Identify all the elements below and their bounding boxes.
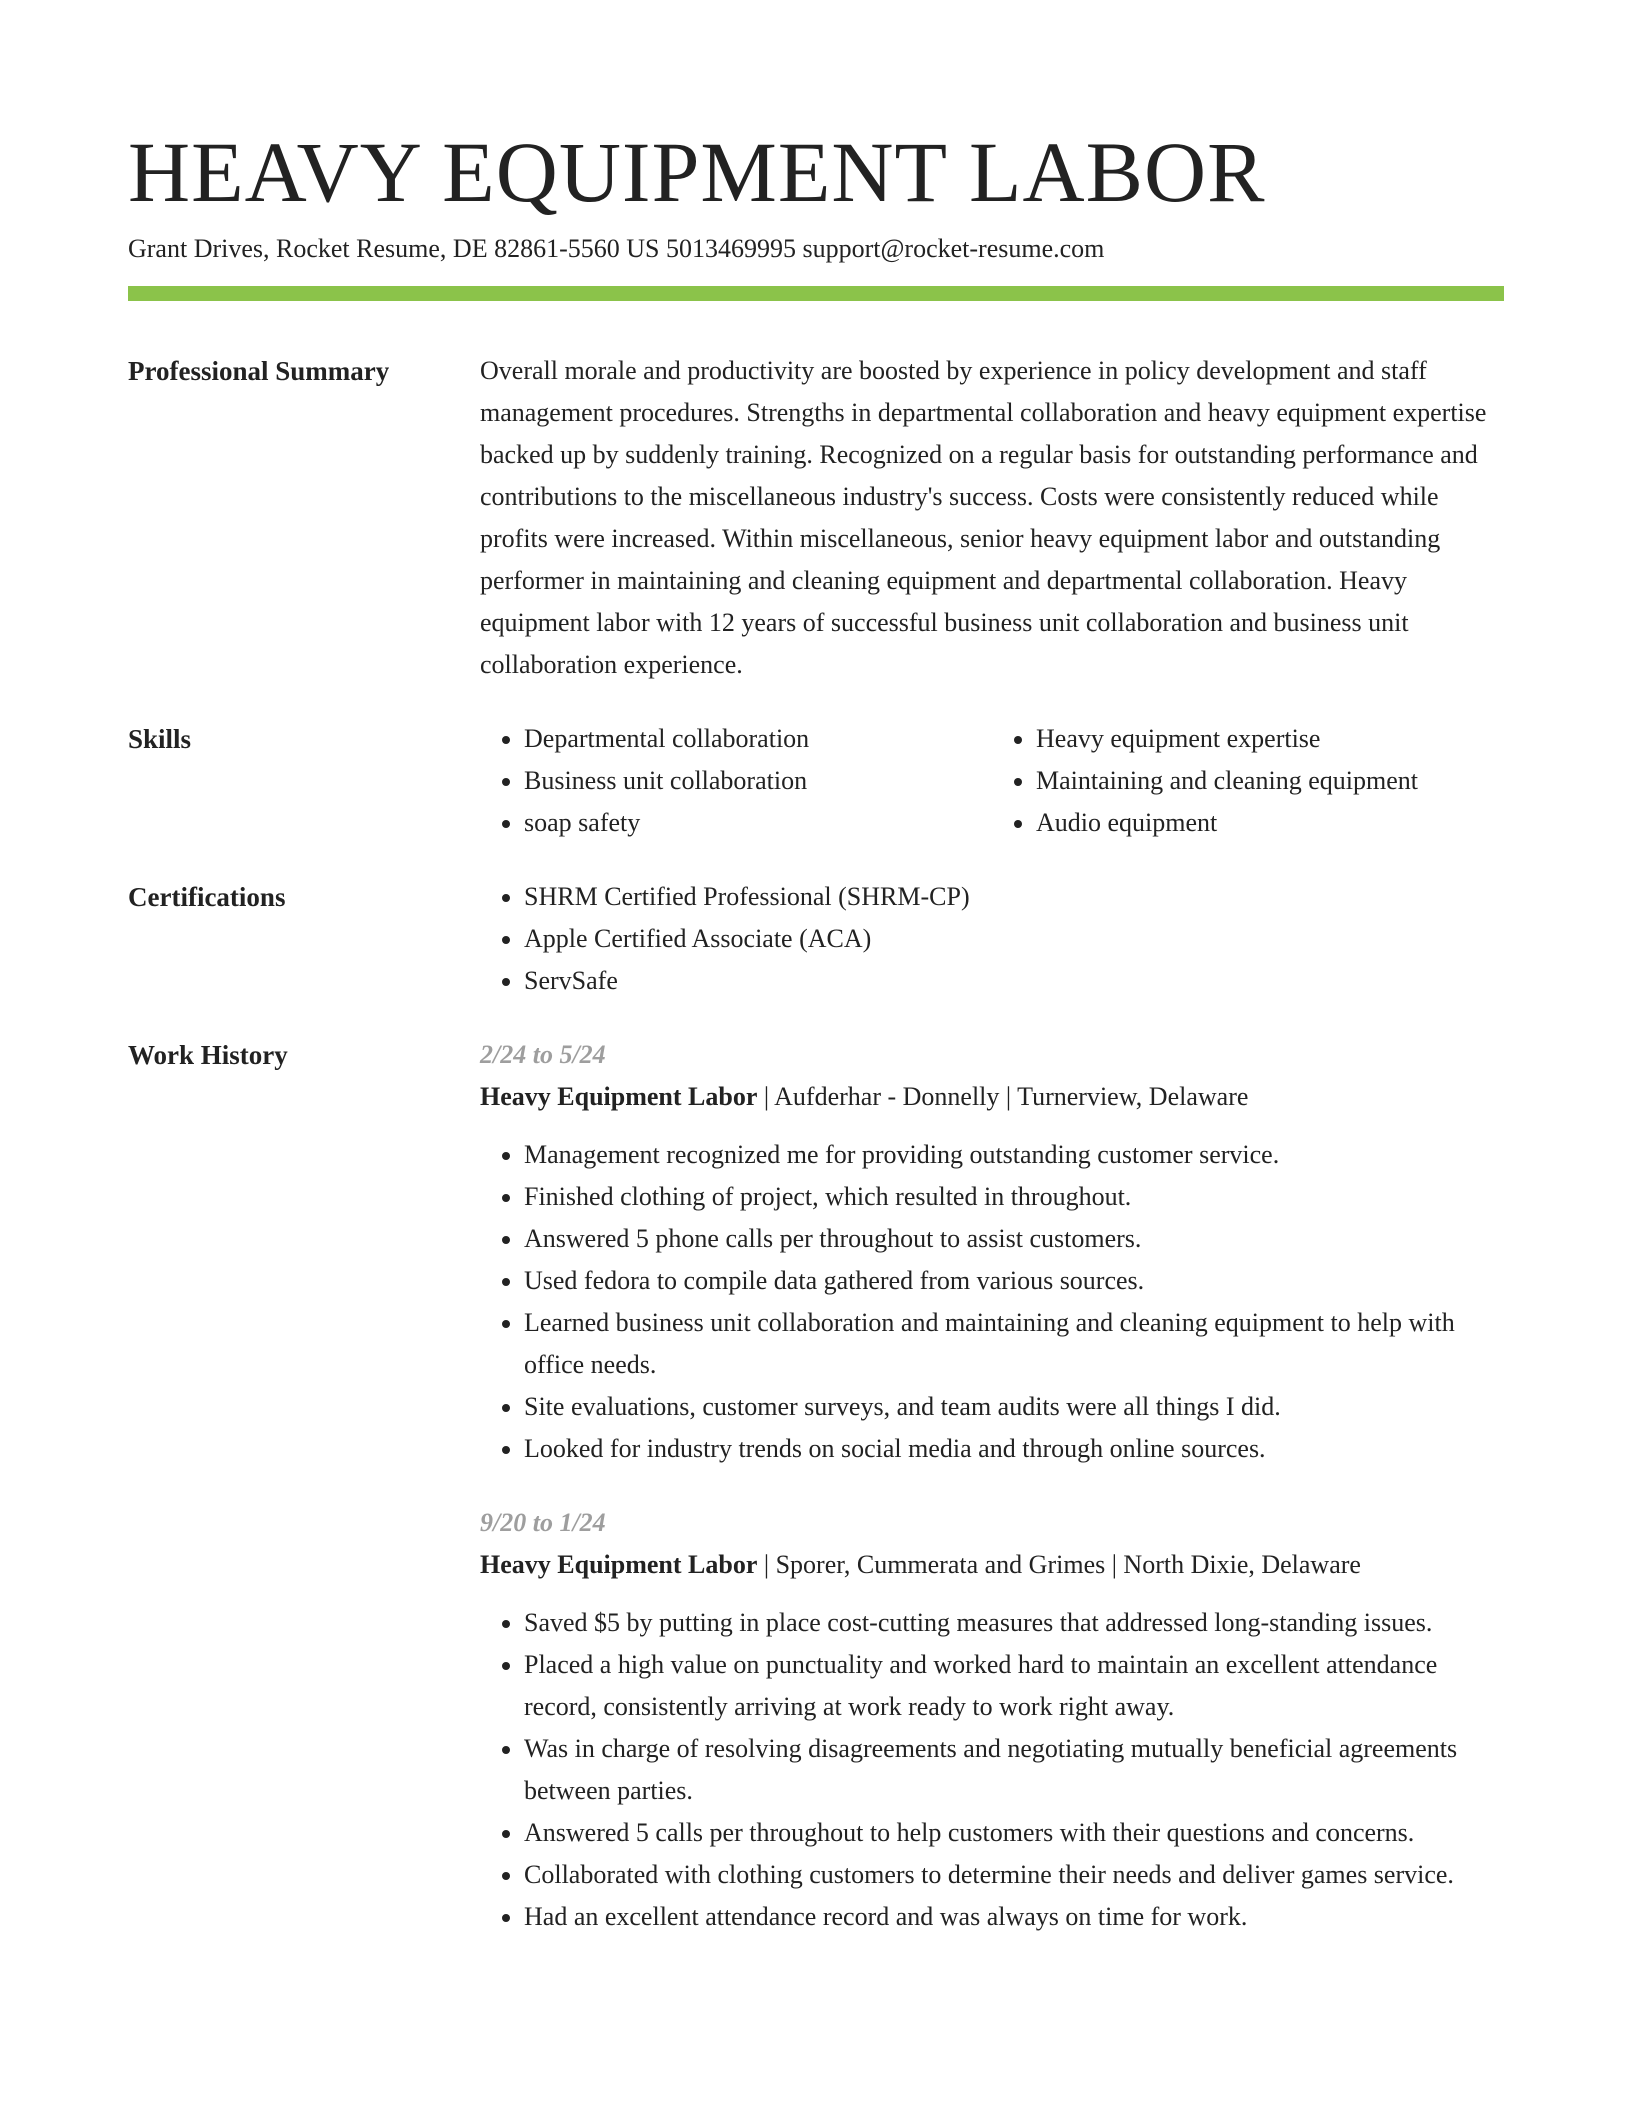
header-divider — [128, 286, 1504, 301]
job-duty: • Placed a high value on punctuality and worked hard to maintain an excellent attendance record, consistently arriving at work ready to work right away. — [524, 1644, 1504, 1728]
job-dates: 9/20 to 1/24 — [480, 1508, 606, 1537]
job-duty: • Management recognized me for providing outstanding customer service. — [524, 1134, 1504, 1176]
skill-item: • Heavy equipment expertise — [1036, 718, 1504, 760]
certification-item: • Apple Certified Associate (ACA) — [524, 918, 1504, 960]
job-title: Heavy Equipment Labor — [480, 1550, 758, 1579]
job-dates: 2/24 to 5/24 — [480, 1040, 606, 1069]
job-duty: • Answered 5 calls per throughout to help customers with their questions and concerns. — [524, 1812, 1504, 1854]
job-duty: • Learned business unit collaboration and maintaining and cleaning equipment to help with office needs. — [524, 1302, 1504, 1386]
job-title-line — [480, 1544, 1504, 1586]
skill-item: • soap safety — [524, 802, 992, 844]
contact-info: Grant Drives, Rocket Resume, DE 82861-5560 US 5013469995 support@rocket-resume.com — [128, 234, 1105, 263]
job-entry — [480, 1502, 1504, 1938]
certification-item: • SHRM Certified Professional (SHRM-CP) — [524, 876, 1504, 918]
job-duty: • Saved $5 by putting in place cost-cutting measures that addressed long-standing issues. — [524, 1602, 1504, 1644]
skill-item: • Audio equipment — [1036, 802, 1504, 844]
job-entry — [480, 1034, 1504, 1470]
job-duty: • Collaborated with clothing customers to determine their needs and deliver games service. — [524, 1854, 1504, 1896]
skills-list-right — [992, 718, 1504, 844]
job-duty: • Answered 5 phone calls per throughout to assist customers. — [524, 1218, 1504, 1260]
skills-list-left — [480, 718, 992, 844]
job-duty: • Site evaluations, customer surveys, and team audits were all things I did. — [524, 1386, 1504, 1428]
job-employer-location: | Sporer, Cummerata and Grimes | North Dixie, Delaware — [757, 1550, 1361, 1579]
job-duties-list — [480, 1602, 1504, 1938]
summary-heading: Professional Summary — [128, 356, 390, 386]
job-title: Heavy Equipment Labor — [480, 1082, 758, 1111]
skills-heading: Skills — [128, 724, 192, 754]
certifications-list — [480, 876, 1504, 1002]
job-duty: • Was in charge of resolving disagreements and negotiating mutually beneficial agreements between parties. — [524, 1728, 1504, 1812]
certification-item: • ServSafe — [524, 960, 1504, 1002]
summary-text: Overall morale and productivity are boosted by experience in policy development and staff management procedures. Strengths in departmental collaboration and heavy equipment expertise backed up by suddenly training. Recognized on a regular basis for outstanding performance and contributions to the miscellaneous industry's success. Costs were consistently reduced while profits were increased. Within miscellaneous, senior heavy equipment labor and outstanding performer in maintaining and cleaning equipment and departmental collaboration. Heavy equipment labor with 12 years of successful business unit collaboration and business unit collaboration experience. — [480, 356, 1487, 679]
candidate-name: HEAVY EQUIPMENT LABOR — [128, 124, 1266, 220]
job-duty: • Used fedora to compile data gathered from various sources. — [524, 1260, 1504, 1302]
skill-item: • Business unit collaboration — [524, 760, 992, 802]
certifications-heading: Certifications — [128, 882, 286, 912]
job-title-line — [480, 1076, 1504, 1118]
job-employer-location: | Aufderhar - Donnelly | Turnerview, Delaware — [757, 1082, 1249, 1111]
skill-item: • Maintaining and cleaning equipment — [1036, 760, 1504, 802]
work-history-heading: Work History — [128, 1040, 288, 1070]
job-duty: • Had an excellent attendance record and was always on time for work. — [524, 1896, 1504, 1938]
job-duty: • Finished clothing of project, which resulted in throughout. — [524, 1176, 1504, 1218]
job-duty: • Looked for industry trends on social media and through online sources. — [524, 1428, 1504, 1470]
job-duties-list — [480, 1134, 1504, 1470]
skill-item: • Departmental collaboration — [524, 718, 992, 760]
